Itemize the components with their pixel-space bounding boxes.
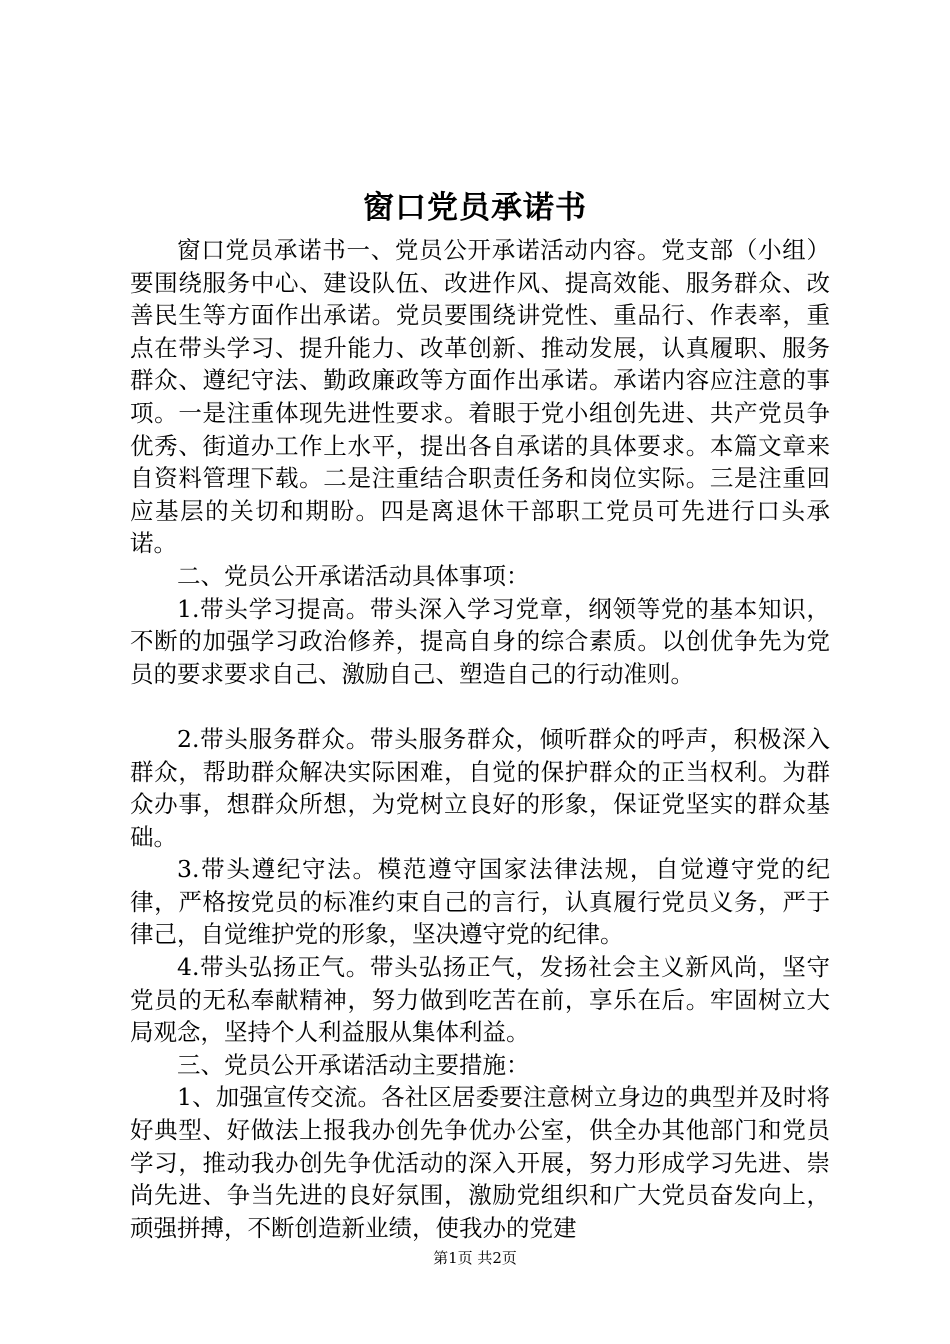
paragraph-measure-1: 1、加强宣传交流。各社区居委要注意树立身边的典型并及时将好典型、好做法上报我办创先争优办公室，供全办其他部门和党员学习，推动我办创先争优活动的深入开展，努力形成学习先进、崇尚先进、争当先进的良好氛围，激励党组织和广大党员奋发向上，顽强拼搏，不断创造新业绩，使我办的党建 (130, 1083, 830, 1242)
section-heading-3: 三、党员公开承诺活动主要措施： (177, 1050, 530, 1079)
paragraph-item-1: 1.带头学习提高。带头深入学习党章，纲领等党的基本知识，不断的加强学习政治修养，提高自身的综合素质。以创优争先为党员的要求要求自己、激励自己、塑造自己的行动准则。 (130, 594, 830, 688)
paragraph-item-3: 3.带头遵纪守法。模范遵守国家法律法规，自觉遵守党的纪律，严格按党员的标准约束自己的言行，认真履行党员义务，严于律己，自觉维护党的形象，坚决遵守党的纪律。 (130, 855, 830, 949)
paragraph-intro: 窗口党员承诺书一、党员公开承诺活动内容。党支部（小组）要围绕服务中心、建设队伍、改进作风、提高效能、服务群众、改善民生等方面作出承诺。党员要围绕讲党性、重品行、作表率，重点在带头学习、提升能力、改革创新、推动发展，认真履职、服务群众、遵纪守法、勤政廉政等方面作出承诺。承诺内容应注意的事项。一是注重体现先进性要求。着眼于党小组创先进、共产党员争优秀、街道办工作上水平，提出各自承诺的具体要求。本篇文章来自资料管理下载。二是注重结合职责任务和岗位实际。三是注重回应基层的关切和期盼。四是离退休干部职工党员可先进行口头承诺。 (130, 236, 830, 558)
paragraph-item-4: 4.带头弘扬正气。带头弘扬正气，发扬社会主义新风尚，坚守党员的无私奉献精神，努力做到吃苦在前，享乐在后。牢固树立大局观念，坚持个人利益服从集体利益。 (130, 953, 830, 1047)
document-title: 窗口党员承诺书 (363, 190, 587, 226)
document-body (130, 234, 830, 1244)
paragraph-item-2: 2.带头服务群众。带头服务群众，倾听群众的呼声，积极深入群众，帮助群众解决实际困难，自觉的保护群众的正当权利。为群众办事，想群众所想，为党树立良好的形象，保证党坚实的群众基础。 (130, 724, 830, 851)
section-heading-2: 二、党员公开承诺活动具体事项： (177, 561, 530, 590)
page-number-footer: 第1页 共2页 (433, 1249, 517, 1267)
